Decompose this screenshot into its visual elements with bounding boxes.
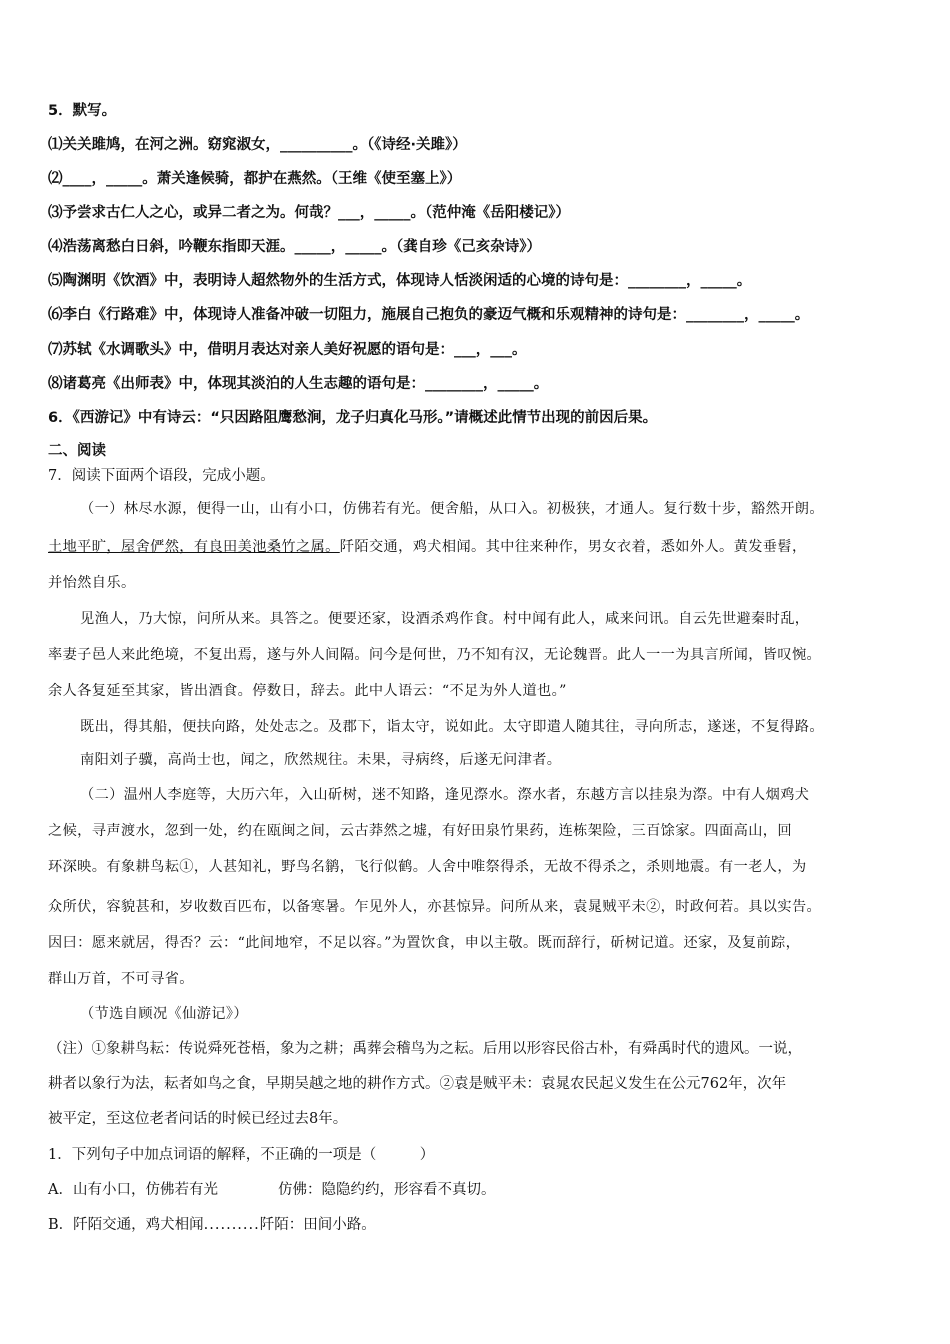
option-b [48, 1214, 376, 1236]
option-a [48, 1179, 495, 1201]
q5-item-6: ⑹李白《行路难》中，体现诗人准备冲破一切阻力，施展自己抱负的豪迈气概和乐观精神的诗句是：________，_____。 [48, 307, 810, 323]
q5-item-4: ⑷浩荡离愁白日斜，吟鞭东指即天涯。_____，_____。（龚自珍《己亥杂诗》） [48, 239, 541, 255]
option-a-gloss: 仿佛：隐隐约约，形容看不真切。 [277, 1182, 496, 1198]
note-line1: （注）①象耕鸟耘：传说舜死苍梧，象为之耕；禹葬会稽鸟为之耘。后用以形容民俗古朴，有舜禹时代的遗风。一说， [48, 1041, 802, 1057]
q5-title: 5．默写。 [48, 103, 117, 119]
q5-item-3: ⑶予尝求古仁人之心，或异二者之为。何哉？___，_____。（范仲淹《岳阳楼记》） [48, 205, 570, 221]
note-line2: 耕者以象行为法，耘者如鸟之食，早期吴越之地的耕作方式。②袁是贼平未：袁晁农民起义发生在公元762年，次年 [48, 1076, 787, 1092]
passage2-line3: 余人各复延至其家，皆出酒食。停数日，辞去。此中人语云：“不足为外人道也。” [48, 683, 567, 699]
q5-item-5: ⑸陶渊明《饮酒》中，表明诗人超然物外的生活方式，体现诗人恬淡闲适的心境的诗句是：________，_____。 [48, 273, 752, 289]
note-line3: 被平定，至这位老者问话的时候已经过去8年。 [48, 1111, 348, 1127]
option-a-sentence: A．山有小口，仿佛若有光 [48, 1182, 218, 1198]
passage1-line2-rest: 阡陌交通，鸡犬相闻。其中往来种作，男女衣着，悉如外人。黄发垂髫， [339, 539, 807, 555]
passage1-line2 [48, 536, 807, 558]
q5-item-8: ⑻诸葛亮《出师表》中，体现其淡泊的人生志趣的语句是：________，_____。 [48, 376, 549, 392]
passage1-line1: （一）林尽水源，便得一山，山有小口，仿佛若有光。便舍船，从口入。初极狭，才通人。复行数十步，豁然开朗。 [80, 501, 824, 517]
passage5-line2: 之候，寻声渡水，忽到一处，约在瓯闽之间，云古莽然之墟，有好田泉竹果药，连栋架险，三百馀家。四面高山，回 [48, 823, 792, 839]
option-b-sentence: B．阡陌交通，鸡犬相闻 [48, 1217, 204, 1233]
passage5-line1: （二）温州人李庭等，大历六年，入山斫树，迷不知路，逢见漈水。漈水者，东越方言以挂泉为漈。中有人烟鸡犬 [80, 787, 810, 803]
section-heading-reading: 二、阅读 [48, 443, 106, 459]
passage3-line1: 既出，得其船，便扶向路，处处志之。及郡下，诣太守，说如此。太守即遣人随其往，寻向所志，遂迷，不复得路。 [80, 719, 824, 735]
passage2-line1: 见渔人，乃大惊，问所从来。具答之。便要还家，设酒杀鸡作食。村中闻有此人，咸来问讯。自云先世避秦时乱， [80, 611, 810, 627]
underlined-sentence: 土地平旷，屋舍俨然，有良田美池桑竹之属。 [48, 539, 340, 555]
passage1-line3: 并怡然自乐。 [48, 575, 136, 591]
q5-item-1: ⑴关关雎鸠，在河之洲。窈窕淑女，__________。（《诗经·关雎》） [48, 137, 467, 153]
passage5-line4: 众所伏，容貌甚和，岁收数百匹布，以备寒暑。乍见外人，亦甚惊异。问所从来，袁晁贼平未②，时政何若。具以实告。 [48, 899, 822, 915]
passage2-line2: 率妻子邑人来此绝境，不复出焉，遂与外人间隔。问今是何世，乃不知有汉，无论魏晋。此人一一为具言所闻，皆叹惋。 [48, 647, 822, 663]
q5-item-7: ⑺苏轼《水调歌头》中，借明月表达对亲人美好祝愿的语句是：___，___。 [48, 342, 527, 358]
sub-question-1: 1．下列句子中加点词语的解释，不正确的一项是（ ） [48, 1147, 435, 1163]
q5-item-2: ⑵____，_____。萧关逢候骑，都护在燕然。（王维《使至塞上》） [48, 171, 462, 187]
option-b-gloss: 阡陌：田间小路。 [259, 1217, 376, 1233]
passage5-line6: 群山万首，不可寻省。 [48, 971, 194, 987]
passage5-line3: 环深映。有象耕鸟耘①，人甚知礼，野鸟名鹟，飞行似鹤。人舍中唯祭得杀，无故不得杀之，杀则地震。有一老人，为 [48, 859, 807, 875]
q6-question: 6．《西游记》中有诗云：“只因路阻鹰愁涧，龙子归真化马形。”请概述此情节出现的前因后果。 [48, 410, 658, 426]
emphasis-dots: .......... [203, 1217, 260, 1233]
passage4-line1: 南阳刘子骥，高尚士也，闻之，欣然规往。未果，寻病终，后遂无问津者。 [80, 752, 562, 768]
passage5-line5: 因曰：愿来就居，得否？云：“此间地窄，不足以容。”为置饮食，申以主敬。既而辞行，斫树记道。还家，及复前踪， [48, 935, 801, 951]
q7-intro: 7．阅读下面两个语段，完成小题。 [48, 468, 275, 484]
source-citation: （节选自顾况《仙游记》） [80, 1006, 248, 1022]
